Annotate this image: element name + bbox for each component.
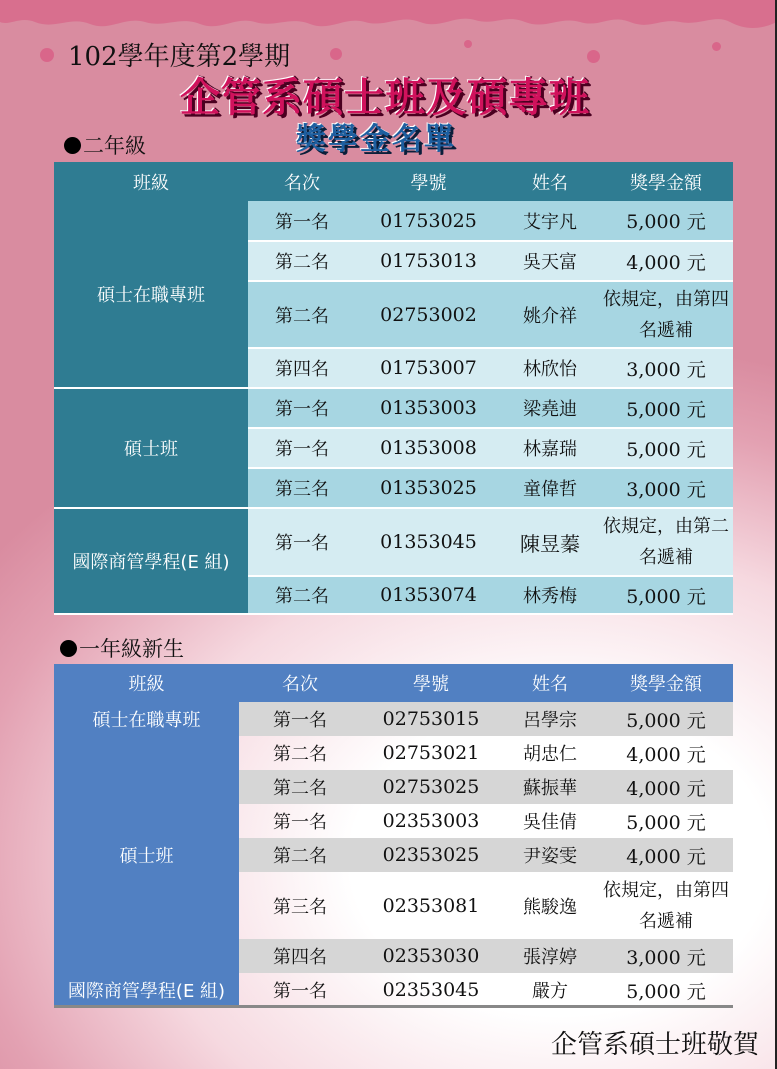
student-id-cell: 01353025 xyxy=(356,468,501,508)
rank-cell: 第二名 xyxy=(239,838,361,872)
name-cell: 呂學宗 xyxy=(501,702,599,736)
rank-cell: 第四名 xyxy=(239,939,361,973)
amount-cell: 4,000 元 xyxy=(599,770,733,804)
rank-cell: 第一名 xyxy=(239,702,361,736)
table-row xyxy=(54,736,733,770)
column-header: 名次 xyxy=(239,664,361,702)
rank-cell: 第一名 xyxy=(273,981,327,1002)
amount-cell: 3,000 元 xyxy=(599,468,733,508)
amount-cell: 依規定，由第四名遞補 xyxy=(599,281,733,348)
rank-cell: 第一名 xyxy=(248,508,356,576)
name-cell: 吳佳倩 xyxy=(523,812,577,833)
amount-cell: 4,000 元 xyxy=(599,241,733,281)
bullet-icon xyxy=(60,640,77,657)
rank-cell: 第三名 xyxy=(273,896,327,918)
name-cell: 吳天富 xyxy=(501,241,599,281)
semester-label: 102學年度第2學期 xyxy=(68,42,291,72)
name-cell: 梁堯迪 xyxy=(501,388,599,428)
column-header: 獎學金額 xyxy=(599,162,733,201)
rank-cell: 第一名 xyxy=(248,388,356,428)
section-heading-first-year xyxy=(60,633,184,663)
table-row xyxy=(54,508,733,576)
decor-dot xyxy=(464,40,472,48)
amount-cell: 4,000 元 xyxy=(599,838,733,872)
amount-cell: 5,000 元 xyxy=(599,702,733,736)
student-id-cell: 02353030 xyxy=(361,939,501,973)
table-row xyxy=(54,388,733,428)
column-header: 學號 xyxy=(356,162,501,201)
name-cell: 胡忠仁 xyxy=(523,744,577,765)
class-cell: 國際商管學程(E 組) xyxy=(54,973,239,1007)
name-cell: 林嘉瑞 xyxy=(501,428,599,468)
name-cell: 張淳婷 xyxy=(501,939,599,973)
student-id-cell: 02353003 xyxy=(382,810,480,832)
column-header: 學號 xyxy=(361,664,501,702)
rank-cell: 第一名 xyxy=(248,428,356,468)
name-cell: 童偉哲 xyxy=(501,468,599,508)
table-bottom-rule xyxy=(54,1005,733,1008)
table-row xyxy=(54,201,733,241)
rank-cell: 第一名 xyxy=(273,812,327,833)
amount-cell: 5,000 元 xyxy=(626,811,706,834)
scholarship-table-first-year xyxy=(54,664,733,1007)
name-cell: 林秀梅 xyxy=(501,576,599,614)
amount-cell: 依規定，由第四名遞補 xyxy=(603,879,729,932)
decor-dot xyxy=(712,42,721,51)
rank-cell: 第二名 xyxy=(248,241,356,281)
bullet-icon xyxy=(64,137,81,154)
table-row xyxy=(54,973,733,1007)
student-id-cell: 02353081 xyxy=(382,894,480,917)
amount-cell: 3,000 元 xyxy=(599,348,733,388)
rank-cell: 第二名 xyxy=(273,744,327,765)
poster-subtitle: 獎學金名單 xyxy=(296,122,456,157)
rank-cell: 第一名 xyxy=(248,201,356,241)
name-cell: 艾宇凡 xyxy=(501,201,599,241)
student-id-cell: 01353045 xyxy=(356,508,501,576)
student-id-cell: 02753002 xyxy=(356,281,501,348)
name-cell: 陳昱蓁 xyxy=(501,508,599,576)
class-cell: 國際商管學程(E 組) xyxy=(54,508,248,614)
name-cell: 姚介祥 xyxy=(501,281,599,348)
section-heading-text: 二年級 xyxy=(83,134,146,158)
footer-signature: 企管系碩士班敬賀 xyxy=(550,1030,759,1060)
column-header: 姓名 xyxy=(501,162,599,201)
student-id-cell: 01353074 xyxy=(356,576,501,614)
class-cell: 碩士在職專班 xyxy=(54,702,239,736)
student-id-cell: 01753025 xyxy=(356,201,501,241)
column-header: 名次 xyxy=(248,162,356,201)
name-cell: 嚴方 xyxy=(532,981,568,1002)
decor-dot xyxy=(330,48,342,60)
table-row xyxy=(54,702,733,736)
column-header: 班級 xyxy=(54,664,239,702)
student-id-cell: 02753015 xyxy=(361,702,501,736)
table-header-row xyxy=(54,664,733,702)
name-cell: 蘇振華 xyxy=(501,770,599,804)
student-id-cell: 02753025 xyxy=(361,770,501,804)
decor-dot xyxy=(40,48,54,62)
decor-dot xyxy=(587,50,600,63)
student-id-cell: 02753021 xyxy=(382,742,480,764)
student-id-cell: 01753007 xyxy=(356,348,501,388)
scholarship-table-second-year xyxy=(54,162,733,615)
table-header-row xyxy=(54,162,733,201)
student-id-cell: 01353008 xyxy=(356,428,501,468)
rank-cell: 第二名 xyxy=(248,281,356,348)
amount-cell: 5,000 元 xyxy=(626,980,706,1003)
rank-cell: 第二名 xyxy=(248,576,356,614)
class-cell: 碩士在職專班 xyxy=(54,201,248,388)
amount-cell: 5,000 元 xyxy=(599,201,733,241)
name-cell: 林欣怡 xyxy=(501,348,599,388)
section-heading-second-year xyxy=(64,130,146,160)
column-header: 獎學金額 xyxy=(599,664,733,702)
amount-cell: 4,000 元 xyxy=(626,743,706,766)
class-cell: 碩士班 xyxy=(54,736,239,973)
column-header: 班級 xyxy=(54,162,248,201)
student-id-cell: 01353003 xyxy=(356,388,501,428)
name-cell: 尹姿雯 xyxy=(501,838,599,872)
class-cell: 碩士班 xyxy=(54,388,248,508)
drip-decoration xyxy=(0,0,777,40)
name-cell: 熊駿逸 xyxy=(523,896,577,918)
amount-cell: 5,000 元 xyxy=(599,388,733,428)
amount-cell: 5,000 元 xyxy=(599,428,733,468)
amount-cell: 3,000 元 xyxy=(599,939,733,973)
amount-cell: 5,000 元 xyxy=(599,576,733,614)
student-id-cell: 01753013 xyxy=(356,241,501,281)
rank-cell: 第三名 xyxy=(248,468,356,508)
section-heading-text: 一年級新生 xyxy=(79,637,184,661)
poster-title: 企管系碩士班及碩專班 xyxy=(180,75,590,121)
student-id-cell: 02353045 xyxy=(382,979,480,1001)
student-id-cell: 02353025 xyxy=(361,838,501,872)
amount-cell: 依規定，由第二名遞補 xyxy=(599,508,733,576)
rank-cell: 第二名 xyxy=(239,770,361,804)
column-header: 姓名 xyxy=(501,664,599,702)
rank-cell: 第四名 xyxy=(248,348,356,388)
